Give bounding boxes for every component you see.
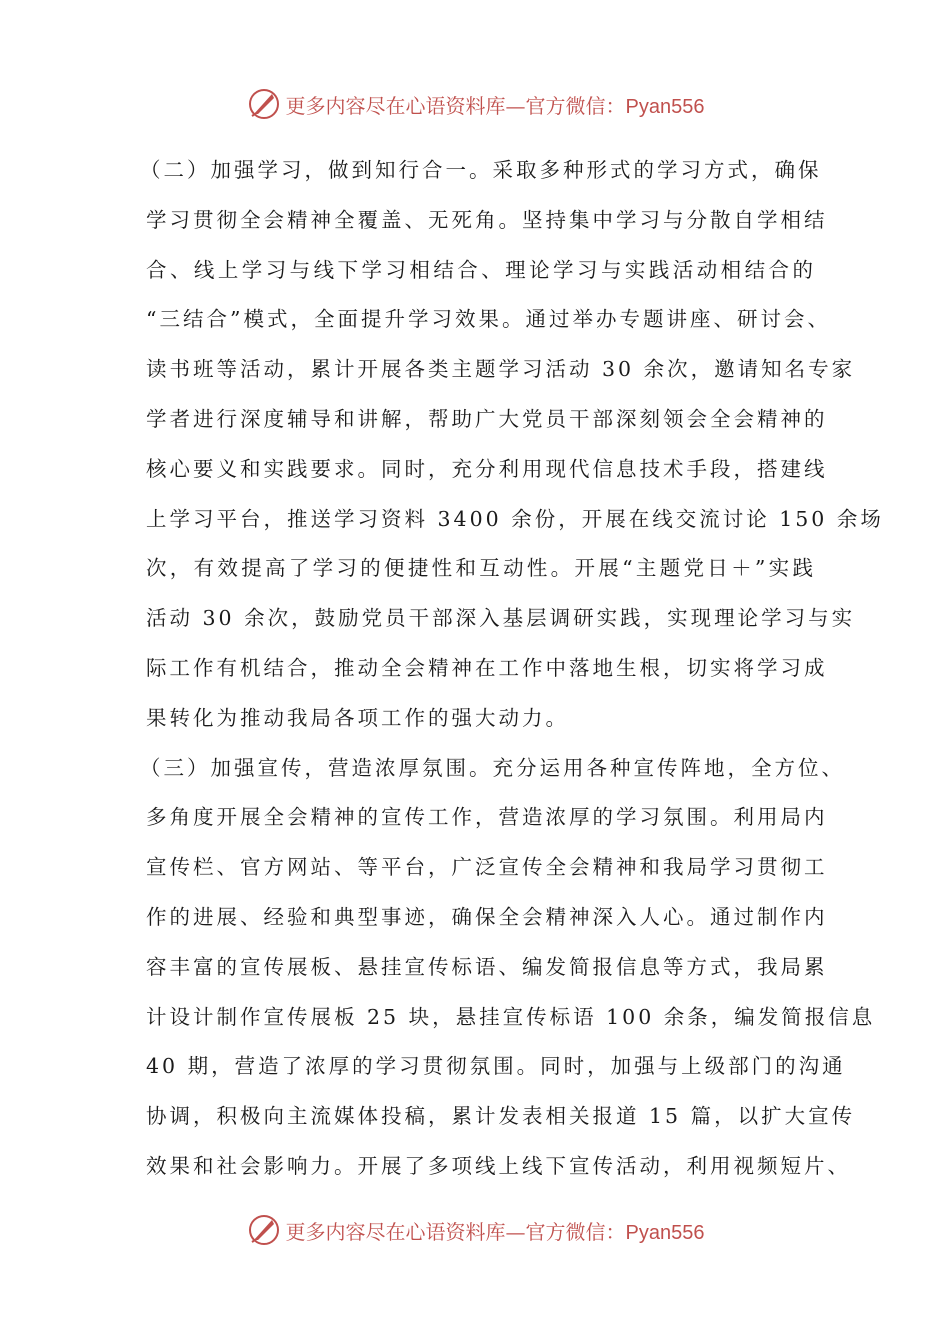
text-line: 作的进展、经验和典型事迹，确保全会精神深入人心。通过制作内 bbox=[146, 904, 828, 929]
document-body bbox=[140, 146, 884, 1192]
paragraph-3 bbox=[140, 744, 876, 1192]
quill-logo-icon bbox=[246, 86, 282, 122]
text-line: 学习贯彻全会精神全覆盖、无死角。坚持集中学习与分散自学相结 bbox=[146, 207, 828, 232]
text-line: 宣传栏、官方网站、等平台，广泛宣传全会精神和我局学习贯彻工 bbox=[146, 855, 828, 880]
footer-wechat-id: Pyan556 bbox=[625, 1221, 705, 1244]
header-banner bbox=[0, 84, 950, 124]
text-line: 核心要义和实践要求。同时，充分利用现代信息技术手段，搭建线 bbox=[146, 456, 828, 481]
text-line: 计设计制作宣传展板 25 块，悬挂宣传标语 100 余条，编发简报信息 bbox=[146, 1004, 876, 1029]
text-line: 40 期，营造了浓厚的学习贯彻氛围。同时，加强与上级部门的沟通 bbox=[146, 1054, 846, 1079]
footer-banner-text: 更多内容尽在心语资料库—官方微信：Pyan556 bbox=[285, 1219, 705, 1244]
text-line: 效果和社会影响力。开展了多项线上线下宣传活动，利用视频短片、 bbox=[146, 1153, 851, 1178]
footer-banner bbox=[0, 1210, 950, 1250]
text-line: 合、线上学习与线下学习相结合、理论学习与实践活动相结合的 bbox=[146, 257, 816, 282]
text-line: （三）加强宣传，营造浓厚氛围。充分运用各种宣传阵地，全方位、 bbox=[140, 755, 845, 780]
text-line: 学者进行深度辅导和讲解，帮助广大党员干部深刻领会全会精神的 bbox=[146, 406, 828, 431]
text-line: 次，有效提高了学习的便捷性和互动性。开展“主题党日＋”实践 bbox=[146, 556, 816, 581]
text-line: （二）加强学习，做到知行合一。采取多种形式的学习方式，确保 bbox=[140, 158, 822, 182]
text-line: 际工作有机结合，推动全会精神在工作中落地生根，切实将学习成 bbox=[146, 655, 828, 680]
text-line: 多角度开展全会精神的宣传工作，营造浓厚的学习氛围。利用局内 bbox=[146, 805, 828, 830]
text-line: 上学习平台，推送学习资料 3400 余份，开展在线交流讨论 150 余场 bbox=[146, 506, 884, 531]
header-wechat-id: Pyan556 bbox=[625, 95, 705, 118]
text-line: 协调，积极向主流媒体投稿，累计发表相关报道 15 篇，以扩大宣传 bbox=[146, 1104, 856, 1129]
quill-logo-icon bbox=[246, 1212, 282, 1248]
text-line: 活动 30 余次，鼓励党员干部深入基层调研实践，实现理论学习与实 bbox=[146, 606, 856, 631]
text-line: “三结合”模式，全面提升学习效果。通过举办专题讲座、研讨会、 bbox=[146, 307, 831, 332]
text-line: 读书班等活动，累计开展各类主题学习活动 30 余次，邀请知名专家 bbox=[146, 357, 856, 382]
text-line: 容丰富的宣传展板、悬挂宣传标语、编发简报信息等方式，我局累 bbox=[146, 954, 828, 979]
header-banner-text: 更多内容尽在心语资料库—官方微信：Pyan556 bbox=[285, 93, 705, 118]
text-line: 果转化为推动我局各项工作的强大动力。 bbox=[146, 705, 569, 730]
paragraph-2 bbox=[140, 146, 884, 744]
